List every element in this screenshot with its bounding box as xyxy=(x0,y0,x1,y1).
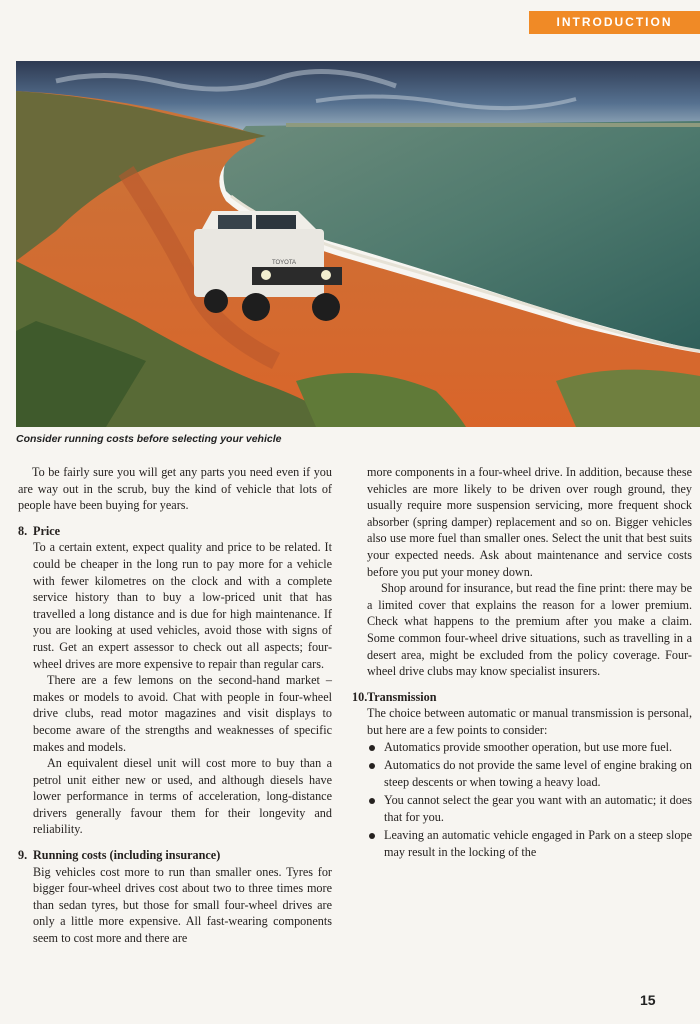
vehicle-badge: TOYOTA xyxy=(271,260,297,266)
bullet-icon xyxy=(369,745,375,751)
list-item xyxy=(367,792,692,825)
bullet-icon xyxy=(369,798,375,804)
beach-scene-illustration xyxy=(16,61,700,427)
right-column xyxy=(352,464,692,863)
list-item xyxy=(367,757,692,790)
transmission-number: 10. xyxy=(352,689,368,704)
intro-paragraph: To be fairly sure you will get any parts you need even if you are way out in the scrub, buy the kind of vehicle that lots of people have been buying for years. xyxy=(18,465,332,513)
bullet-icon xyxy=(369,833,375,839)
transmission-bullet-list xyxy=(352,739,692,861)
bullet-text: Automatics provide smoother operation, but use more fuel. xyxy=(384,739,673,754)
price-heading xyxy=(18,523,332,540)
price-paragraph-3: An equivalent diesel unit will cost more to buy than a petrol unit either new or used, and although diesels have lower performance in terms of acceleration, long-distance drivers generally favour them for their longevity and reliability. xyxy=(33,756,332,837)
running-costs-number: 9. xyxy=(18,848,28,863)
bullet-icon xyxy=(369,763,375,769)
list-item xyxy=(367,739,692,756)
section-title: INTRODUCTION xyxy=(556,15,673,29)
running-costs-heading xyxy=(18,847,332,864)
left-column xyxy=(18,464,332,947)
price-body xyxy=(18,539,332,838)
price-number: 8. xyxy=(18,523,28,538)
page-number: 15 xyxy=(640,992,656,1008)
transmission-body xyxy=(352,705,692,738)
bullet-text: Leaving an automatic vehicle engaged in Park on a steep slope may result in the locking of the xyxy=(384,828,692,860)
transmission-paragraph: The choice between automatic or manual transmission is personal, but here are a few points to consider: xyxy=(367,706,692,737)
list-item xyxy=(367,827,692,860)
running-costs-paragraph-1: Big vehicles cost more to run than smaller ones. Tyres for bigger four-wheel drives cost about two to three times more than sedan tyres, but those for small four-wheel drives are only a little more expensive. All fast-wearing components seem to cost more and there are xyxy=(33,864,332,946)
bullet-text: Automatics do not provide the same level of engine braking on steep descents or when towing a heavy load. xyxy=(384,758,692,789)
price-title: Price xyxy=(33,523,61,538)
running-costs-body xyxy=(18,864,332,947)
running-costs-continued xyxy=(352,464,692,680)
insurance-paragraph: Shop around for insurance, but read the fine print: there may be a limited cover that explains the reason for a lower premium. Check what happens to the premium after you make a claim. Some common four-wheel drive situations, such as travelling in a desert area, might be excluded from the policy coverage. Four-wheel drive clubs may know specialist insurers. xyxy=(367,581,692,679)
transmission-heading xyxy=(352,689,692,706)
price-paragraph-1: To a certain extent, expect quality and price to be related. It could be cheaper in the long run to pay more for a vehicle with fewer kilometres on the clock and with a complete service history than to buy a low-priced unit that has travelled a long distance and is due for high maintenance. If you are looking at used vehicles, avoid those with signs of rust. Get an expert assessor to check out all aspects; four-wheel drives are more expensive to repair than regular cars. xyxy=(33,540,332,671)
bullet-text: You cannot select the gear you want with an automatic; it does that for you. xyxy=(384,793,692,824)
vehicle-photo xyxy=(16,61,700,427)
transmission-title: Transmission xyxy=(367,689,437,704)
running-costs-title: Running costs (including insurance) xyxy=(33,848,221,863)
running-costs-paragraph-2: more components in a four-wheel drive. In addition, because these vehicles are more likely to be driven over rough ground, they usually require more suspension servicing, more frequent shock absorber (spring damper) replacement and so on. Bigger vehicles also use more fuel than smaller ones. Select the unit that best suits your expected needs. Ask about maintenance and service costs before you put your money down. xyxy=(367,465,692,579)
photo-caption: Consider running costs before selecting your vehicle xyxy=(16,433,282,445)
section-header-tab xyxy=(529,11,700,34)
price-paragraph-2: There are a few lemons on the second-hand market – makes or models to avoid. Chat with people in four-wheel drive clubs, read motor magazines and visit displays to become aware of the strengths and weaknesses of specific makes and models. xyxy=(33,673,332,754)
